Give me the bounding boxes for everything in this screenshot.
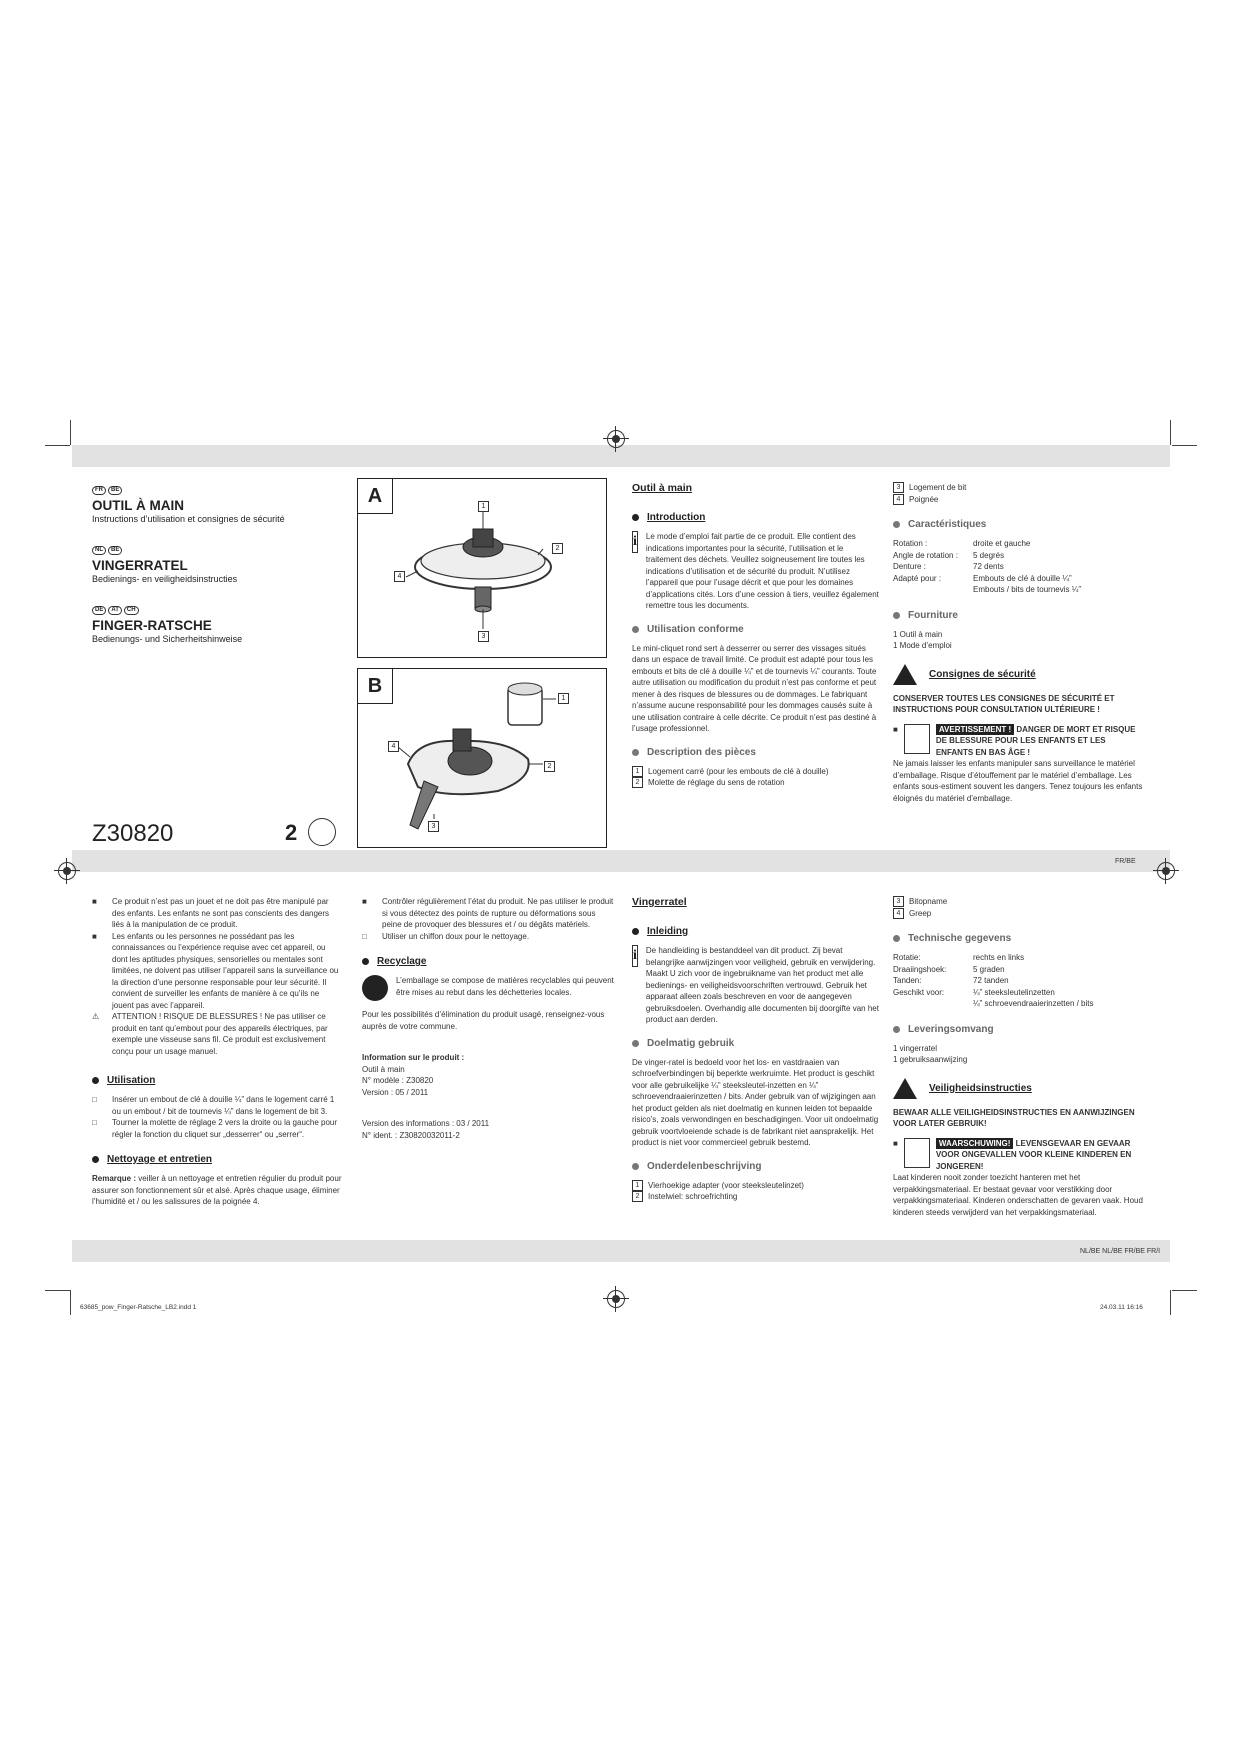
safety-warning-text: Laat kinderen nooit zonder toezicht hanteren met het verpakkingsmateriaal. Er bestaat gevaar voor verstikking door verpakkingsmateriaal. Kinderen onderschatten de gevaren vaak. Houd kinderen steeds verwijderd van het verpakkingsmateriaal. bbox=[893, 1173, 1143, 1217]
heading-specs: Caractéristiques bbox=[893, 519, 1143, 530]
subtitle-de: Bedienungs- und Sicherheitshinweise bbox=[92, 634, 243, 644]
fr-column-recycling bbox=[362, 896, 617, 1141]
product-info-line: N° modèle : Z30820 bbox=[362, 1076, 434, 1085]
safety-warning-head: AVERTISSEMENT ! DANGER DE MORT ET RISQUE DE BLESSURE POUR LES ENFANTS ET LES ENFANTS EN BAS ÂGE ! bbox=[935, 724, 1136, 757]
callout-4: 4 bbox=[394, 571, 405, 582]
parts-item: 3 Bitopname bbox=[893, 896, 1143, 908]
safety-keep: CONSERVER TOUTES LES CONSIGNES DE SÉCURITÉ ET INSTRUCTIONS POUR CONSULTATION ULTÉRIEURE ! bbox=[893, 693, 1115, 714]
cover-titles bbox=[92, 478, 332, 644]
subtitle-fr: Instructions d’utilisation et consignes de sécurité bbox=[92, 514, 285, 524]
specs-table: Rotatie: rechts en links Draaiingshoek: 5 graden Tanden: 72 tanden Geschikt voor: ¼” steeksleutelinzetten ¼” schroevendraaierinzetten / bits bbox=[893, 953, 1094, 1008]
registration-mark bbox=[607, 430, 625, 448]
bottom-color-band bbox=[72, 1240, 1170, 1262]
registration-mark bbox=[607, 1290, 625, 1308]
parts-item: 4 Poignée bbox=[893, 494, 1143, 506]
crop-mark bbox=[1172, 1290, 1197, 1291]
warning-triangle-icon bbox=[893, 664, 917, 685]
heading-care: Nettoyage et entretien bbox=[92, 1154, 342, 1165]
heading-recycle: Recyclage bbox=[362, 956, 617, 967]
callout-1: 1 bbox=[478, 501, 489, 512]
parts-item: 3 Logement de bit bbox=[893, 482, 1143, 494]
fr-column-specs: 3 Logement de bit 4 Poignée Caractéristiques Rotation : droite et gauche Angle de rotation : 5 degrés Denture : 72 dents Adapté pour : Embouts de clé à douille ¼” Embouts / bits de tournevis ¼” Fourniture 1 Outil à main 1 Mode d’emploi Consignes de sécurité CONSERVER TOUTES LES CONSIGNES DE SÉCURITÉ ET INSTRUCTIONS POUR CONSULTATION ULTÉRIEURE ! ■ AVERTISSEMENT ! DANGER DE MORT ET RISQUE DE BLESSURE POUR LES ENFANTS ET LES ENFANTS EN BAS ÂGE ! Ne jamais laisser les enfants manipuler sans surveillance le matériel d’emballage. Risque d’étouffement par le matériel d’emballage. Les enfants sous-estiment souvent les dangers. Tenez toujours les enfants éloignés du matériel d’emballage. bbox=[893, 483, 1143, 803]
flags-nl: NL BE bbox=[92, 538, 332, 556]
supply-item: 1 vingerratel bbox=[893, 1043, 938, 1053]
safety-keep: BEWAAR ALLE VEILIGHEIDSINSTRUCTIES EN AANWIJZINGEN VOOR LATER GEBRUIK! bbox=[893, 1107, 1135, 1128]
product-info-line: Version : 05 / 2011 bbox=[362, 1087, 429, 1097]
crop-mark bbox=[1172, 445, 1197, 446]
recycle-icon bbox=[362, 975, 388, 1001]
version-info: N° ident. : Z30820032011-2 bbox=[362, 1130, 460, 1140]
list-item: ■ Les enfants ou les personnes ne possédant pas les connaissances ou l’expérience requise avec cet appareil, ou dont les aptitudes physiques, sensorielles ou mentales sont limitées, ne doivent pas utiliser l’appareil sans la surveillance ou la direction d’une personne responsable pour leur sécurité. Il convient de surveiller les enfants de manière à ce qu’ils ne jouent pas avec l’appareil. bbox=[92, 931, 339, 1010]
supply-item: 1 Outil à main bbox=[893, 629, 943, 639]
heading-parts: Description des pièces bbox=[632, 747, 880, 758]
fr-column-intro bbox=[632, 482, 880, 789]
heading-parts: Onderdelenbeschrijving bbox=[632, 1161, 880, 1172]
crop-mark bbox=[70, 420, 71, 445]
usage-text: De vinger-ratel is bedoeld voor het los- en vastdraaien van schroefverbindingen bij beperkte werkruimte. Het product is geschikt voor alle gebruikelijke ¼” steeksleutel-inzetten en ¼” schroevendraaierinzetten / bits. Ander gebruik van of wijzigingen aan het product gelden als niet doelmatig en kunnen leiden tot bepaalde risico’s, zoals verwondingen en beschadigingen. Voor uit ondoelmatig gebruik voortvloeiende schade is de fabrikant niet aansprakelijk. Het product is niet voor commercieel gebruik bestemd. bbox=[632, 1057, 879, 1147]
supply-item: 1 gebruiksaanwijzing bbox=[893, 1055, 968, 1064]
top-color-band bbox=[72, 445, 1170, 467]
child-warning-icon bbox=[904, 1138, 930, 1168]
list-item: □ Tourner la molette de réglage 2 vers la droite ou la gauche pour régler la fonction du cliquet sur „desserrer“ ou „serrer“. bbox=[92, 1118, 338, 1139]
heading-use: Utilisation bbox=[92, 1075, 342, 1086]
parts-item: 1 Vierhoekige adapter (voor steeksleutelinzet) bbox=[632, 1180, 880, 1192]
callout-2: 2 bbox=[544, 761, 555, 772]
flags-de: DE AT CH bbox=[92, 598, 332, 616]
crop-mark bbox=[1170, 1290, 1171, 1315]
child-warning-icon bbox=[904, 724, 930, 754]
heading-usage: Doelmatig gebruik bbox=[632, 1038, 880, 1049]
crop-mark bbox=[70, 1290, 71, 1315]
heading-safety: Consignes de sécurité bbox=[893, 664, 1143, 685]
safety-warning-text: Ne jamais laisser les enfants manipuler sans surveillance le matériel d’emballage. Risque d’étouffement par le matériel d’emballage. Les enfants sous-estiment souvent les dangers. Tenez toujours les enfants éloignés du matériel d’emballage. bbox=[893, 759, 1143, 803]
parts-item: 2 Instelwiel: schroefrichting bbox=[632, 1191, 880, 1203]
crop-mark bbox=[1170, 420, 1171, 445]
product-info-heading: Information sur le produit : bbox=[362, 1053, 465, 1062]
title-de: FINGER-RATSCHE bbox=[92, 618, 212, 633]
page-circle-icon bbox=[308, 818, 336, 846]
figure-label: A bbox=[358, 479, 393, 514]
footer-lang-nl: NL/BE NL/BE FR/BE FR/I bbox=[1080, 1248, 1161, 1255]
list-item: ⚠ ATTENTION ! RISQUE DE BLESSURES ! Ne pas utiliser ce produit en tant qu’embout pour des appareils électriques, par exemple une visseuse sans fil. Ce produit est exclusivement conçu pour un usage manuel. bbox=[92, 1012, 328, 1056]
crop-mark bbox=[45, 445, 70, 446]
figure-b bbox=[357, 668, 607, 848]
care-text: Remarque : veiller à un nettoyage et entretien régulier du produit pour assurer son fonctionnement sûr et alsé. Après chaque usage, éliminer l’humidité et / ou les salissures de la poignée 4. bbox=[92, 1174, 342, 1206]
intro-text: De handleiding is bestanddeel van dit product. Zij bevat belangrijke aanwijzingen voor veiligheid, gebruik en verwijdering. Maakt U zich voor de ingebruikname van het product met alle bedienings- en veiligheidsvoorschriften vertrouwd. Gebruik het apparaat alleen zoals beschreven en voor de aangegeven gebruiksdoelen. Overhandig alle documenten bij doorgifte van het product aan derden. bbox=[645, 946, 879, 1024]
safety-warning-head: WAARSCHUWING! LEVENSGEVAAR EN GEVAAR VOOR ONGEVALLEN VOOR KLEINE KINDEREN EN JONGEREN! bbox=[935, 1138, 1132, 1171]
subtitle-nl: Bedienings- en veiligheidsinstructies bbox=[92, 574, 238, 584]
version-info: Version des informations : 03 / 2011 bbox=[362, 1119, 490, 1128]
print-date-slug: 24.03.11 16:16 bbox=[1100, 1304, 1143, 1311]
section-title: Outil à main bbox=[632, 482, 693, 494]
fr-column-bullets bbox=[92, 896, 342, 1208]
flags-fr: FR BE bbox=[92, 478, 332, 496]
list-item: ■ Contrôler régulièrement l’état du produit. Ne pas utiliser le produit si vous détectez des points de rupture ou déformations sous peine de provoquer des blessures et / ou dégâts matériels. bbox=[362, 897, 614, 929]
heading-introduction: Inleiding bbox=[632, 926, 880, 937]
list-item: □ Insérer un embout de clé à douille ¼” dans le logement carré 1 ou un embout / bit de tournevis ¼” dans le logement de bit 3. bbox=[92, 1095, 335, 1116]
callout-4: 4 bbox=[388, 741, 399, 752]
parts-item: 1 Logement carré (pour les embouts de clé à douille) bbox=[632, 766, 880, 778]
figure-label: B bbox=[358, 669, 393, 704]
recycle-text: L’emballage se compose de matières recyclables qui peuvent être mises au rebut dans les déchetteries locales. bbox=[396, 976, 614, 997]
specs-table: Rotation : droite et gauche Angle de rotation : 5 degrés Denture : 72 dents Adapté pour : Embouts de clé à douille ¼” Embouts / bits de tournevis ¼” bbox=[893, 539, 1082, 594]
middle-color-band bbox=[72, 850, 1170, 872]
heading-specs: Technische gegevens bbox=[893, 933, 1143, 944]
callout-2: 2 bbox=[552, 543, 563, 554]
heading-supply: Leveringsomvang bbox=[893, 1024, 1143, 1035]
intro-text: Le mode d’emploi fait partie de ce produit. Elle contient des indications importantes pour la sécurité, l’utilisation et le traitement des déchets. Veuillez soigneusement lire toutes les indications d’utilisation et de sécurité du produit. N’utilisez l’appareil que pour l’usage décrit et que pour les domaines d’applications cités. Lors d’une cession à tiers, veuillez également remettre tous les documents. bbox=[645, 532, 879, 610]
usage-text: Le mini-cliquet rond sert à desserrer ou serrer des vissages situés dans un espace de travail limité. Ce produit est adapté pour tous les embouts et bits de clé à douille ¼” et de tournevis ¼” courants. Toute autre utilisation ou modification du produit n’est pas conforme et peut mener à des risques de blessures ou de dommages. Le fabriquant n’assume aucune responsabilité pour les dommages causés suite à une utilisation contraire à celle décrite. Ce produit n’est pas destiné à l’usage professionnel. bbox=[632, 643, 877, 733]
model-number: Z30820 bbox=[92, 820, 174, 847]
page-number: 2 bbox=[285, 820, 298, 845]
info-icon: i bbox=[632, 945, 638, 967]
parts-item: 4 Greep bbox=[893, 908, 1143, 920]
heading-usage: Utilisation conforme bbox=[632, 624, 880, 635]
title-fr: OUTIL À MAIN bbox=[92, 498, 184, 513]
crop-mark bbox=[45, 1290, 70, 1291]
callout-3: 3 bbox=[478, 631, 489, 642]
registration-mark bbox=[1157, 862, 1175, 880]
list-item: ■ Ce produit n’est pas un jouet et ne doit pas être manipulé par des enfants. Les enfants ne sont pas conscients des dangers liés à la manipulation de ce produit. bbox=[92, 897, 330, 929]
registration-mark bbox=[58, 862, 76, 880]
callout-1: 1 bbox=[558, 693, 569, 704]
nl-column-specs: 3 Bitopname 4 Greep Technische gegevens Rotatie: rechts en links Draaiingshoek: 5 graden Tanden: 72 tanden Geschikt voor: ¼” steeksleutelinzetten ¼” schroevendraaierinzetten / bits Leveringsomvang 1 vingerratel 1 gebruiksaanwijzing Veiligheidsinstructies BEWAAR ALLE VEILIGHEIDSINSTRUCTIES EN AANWIJZINGEN VOOR LATER GEBRUIK! ■ WAARSCHUWING! LEVENSGEVAAR EN GEVAAR VOOR ONGEVALLEN VOOR KLEINE KINDEREN EN JONGEREN! Laat kinderen nooit zonder toezicht hanteren met het verpakkingsmateriaal. Er bestaat gevaar voor verstikking door verpakkingsmateriaal. Kinderen onderschatten de gevaren vaak. Houd kinderen steeds verwijderd van het verpakkingsmateriaal. bbox=[893, 897, 1143, 1217]
nl-column-intro bbox=[632, 896, 880, 1203]
footer-lang-fr: FR/BE bbox=[1115, 858, 1136, 865]
info-icon: i bbox=[632, 531, 638, 553]
warning-triangle-icon bbox=[893, 1078, 917, 1099]
list-item: □ Utiliser un chiffon doux pour le nettoyage. bbox=[362, 931, 530, 941]
title-nl: VINGERRATEL bbox=[92, 558, 188, 573]
print-file-slug: 63685_pow_Finger-Ratsche_LB2.indd 1 bbox=[80, 1304, 197, 1311]
parts-item: 2 Molette de réglage du sens de rotation bbox=[632, 777, 880, 789]
heading-supply: Fourniture bbox=[893, 610, 1143, 621]
product-info-line: Outil à main bbox=[362, 1064, 405, 1074]
supply-item: 1 Mode d’emploi bbox=[893, 641, 952, 650]
callout-3: 3 bbox=[428, 821, 439, 832]
heading-safety: Veiligheidsinstructies bbox=[893, 1078, 1143, 1099]
heading-introduction: Introduction bbox=[632, 512, 880, 523]
recycle-text-2: Pour les possibilités d’élimination du produit usagé, renseignez-vous auprès de votre commune. bbox=[362, 1010, 605, 1031]
section-title: Vingerratel bbox=[632, 896, 687, 908]
figure-a bbox=[357, 478, 607, 658]
